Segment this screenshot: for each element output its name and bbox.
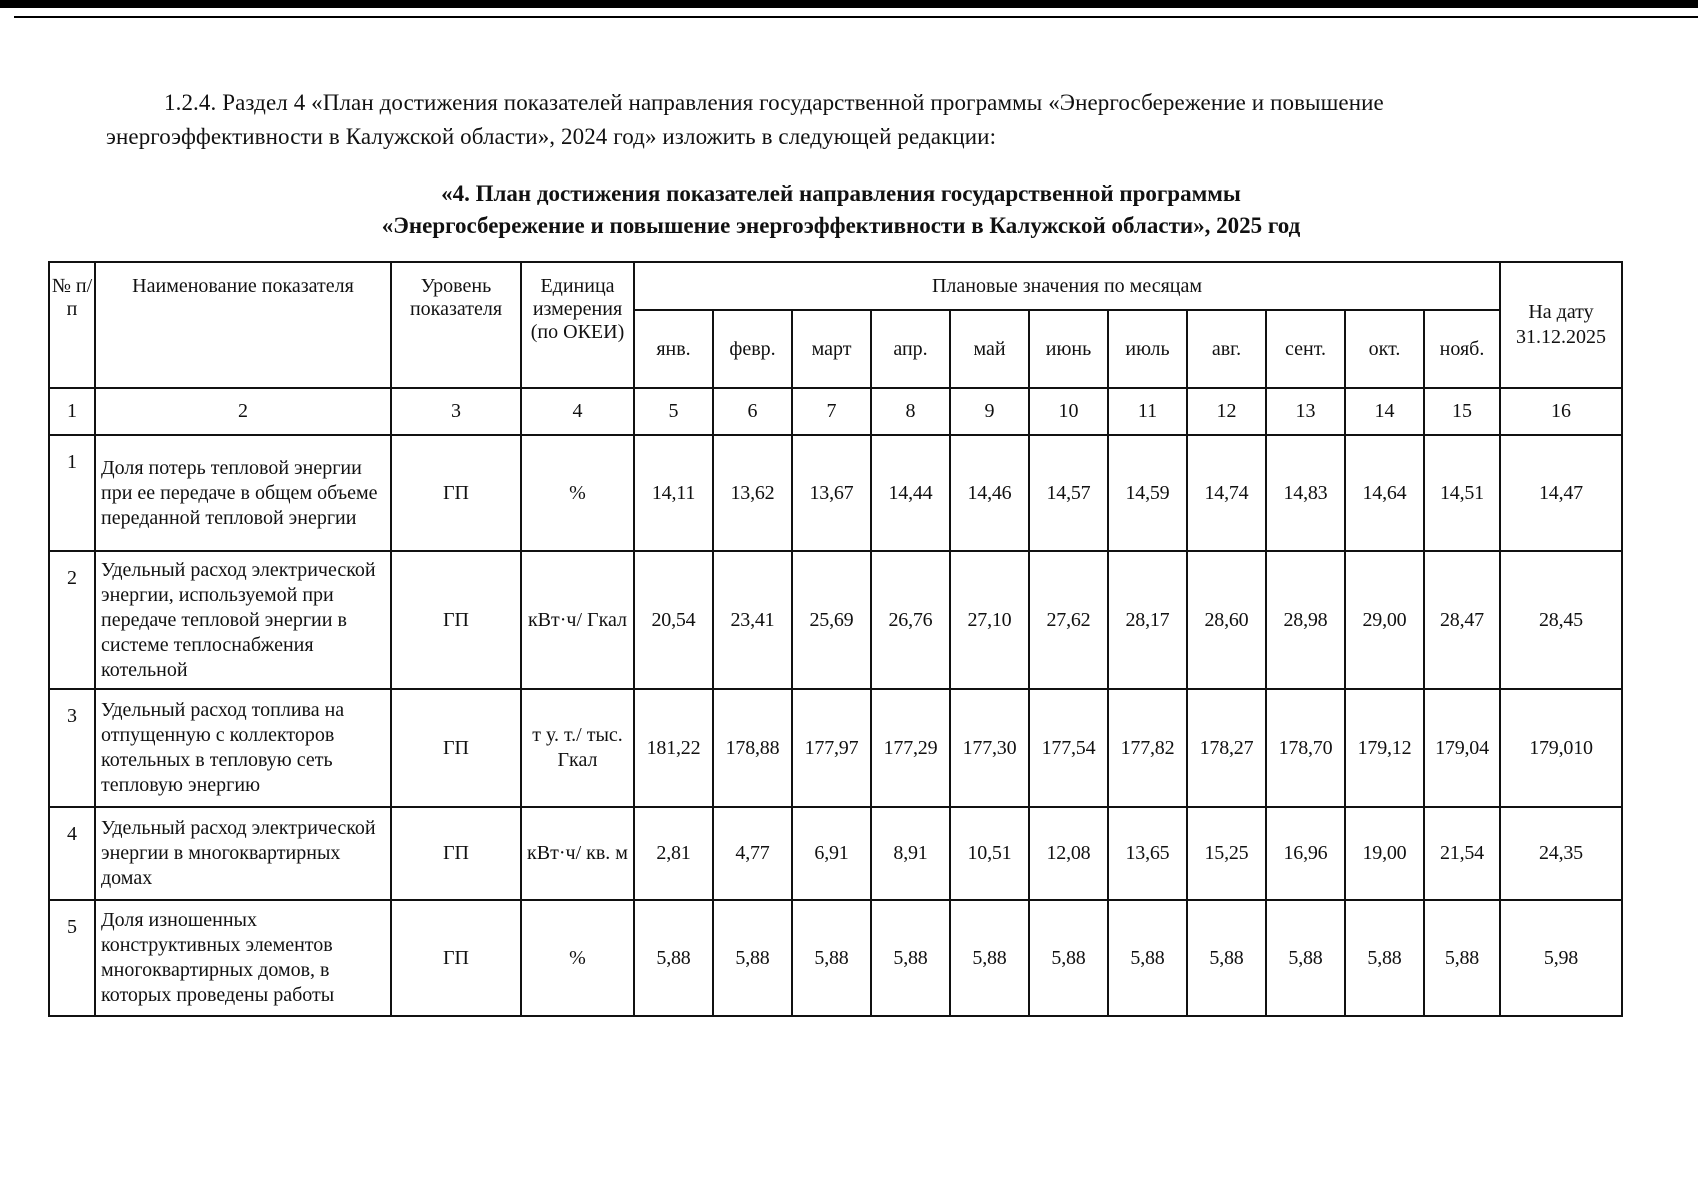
header-month: янв. bbox=[634, 310, 713, 388]
monthly-value: 23,41 bbox=[713, 551, 792, 689]
monthly-value: 14,44 bbox=[871, 435, 950, 551]
monthly-value: 14,59 bbox=[1108, 435, 1187, 551]
table-title-line-1: «4. План достижения показателей направления государственной программы bbox=[441, 181, 1241, 206]
monthly-value: 13,62 bbox=[713, 435, 792, 551]
date-value: 179,010 bbox=[1500, 689, 1622, 807]
monthly-value: 5,88 bbox=[713, 900, 792, 1016]
table-title-line-2: «Энергосбережение и повышение энергоэффективности в Калужской области», 2025 год bbox=[381, 213, 1301, 238]
column-number: 2 bbox=[95, 388, 391, 435]
monthly-value: 8,91 bbox=[871, 807, 950, 900]
monthly-value: 177,30 bbox=[950, 689, 1029, 807]
header-month: апр. bbox=[871, 310, 950, 388]
monthly-value: 5,88 bbox=[1424, 900, 1500, 1016]
monthly-value: 177,54 bbox=[1029, 689, 1108, 807]
row-number: 4 bbox=[49, 807, 95, 900]
monthly-value: 13,65 bbox=[1108, 807, 1187, 900]
column-number: 6 bbox=[713, 388, 792, 435]
intro-text: 1.2.4. Раздел 4 «План достижения показателей направления государственной программы «Энергосбережение и повышение энергоэффективности в Калужской области», 2024 год» изложить в следующей редакции: bbox=[106, 90, 1384, 149]
monthly-value: 14,57 bbox=[1029, 435, 1108, 551]
indicator-name: Доля потерь тепловой энергии при ее передаче в общем объеме переданной тепловой энергии bbox=[95, 435, 391, 551]
column-number: 3 bbox=[391, 388, 521, 435]
date-value: 24,35 bbox=[1500, 807, 1622, 900]
monthly-value: 14,11 bbox=[634, 435, 713, 551]
indicator-unit: т у. т./ тыс. Гкал bbox=[521, 689, 634, 807]
monthly-value: 178,27 bbox=[1187, 689, 1266, 807]
monthly-value: 178,88 bbox=[713, 689, 792, 807]
monthly-value: 181,22 bbox=[634, 689, 713, 807]
monthly-value: 5,88 bbox=[1187, 900, 1266, 1016]
monthly-value: 10,51 bbox=[950, 807, 1029, 900]
indicator-unit: кВт·ч/ Гкал bbox=[521, 551, 634, 689]
indicator-name: Удельный расход топлива на отпущенную с коллекторов котельных в тепловую сеть тепловую энергию bbox=[95, 689, 391, 807]
monthly-value: 5,88 bbox=[792, 900, 871, 1016]
top-border-thin bbox=[14, 16, 1698, 18]
monthly-value: 5,88 bbox=[1029, 900, 1108, 1016]
monthly-value: 26,76 bbox=[871, 551, 950, 689]
header-unit: Единица измерения (по ОКЕИ) bbox=[521, 262, 634, 388]
monthly-value: 5,88 bbox=[634, 900, 713, 1016]
monthly-value: 28,98 bbox=[1266, 551, 1345, 689]
column-number: 16 bbox=[1500, 388, 1622, 435]
header-row-1 bbox=[49, 262, 1622, 310]
header-month: февр. bbox=[713, 310, 792, 388]
monthly-value: 20,54 bbox=[634, 551, 713, 689]
monthly-value: 14,51 bbox=[1424, 435, 1500, 551]
monthly-value: 14,46 bbox=[950, 435, 1029, 551]
monthly-value: 13,67 bbox=[792, 435, 871, 551]
monthly-value: 29,00 bbox=[1345, 551, 1424, 689]
indicator-level: ГП bbox=[391, 551, 521, 689]
monthly-value: 5,88 bbox=[871, 900, 950, 1016]
header-month: сент. bbox=[1266, 310, 1345, 388]
row-number: 2 bbox=[49, 551, 95, 689]
monthly-value: 21,54 bbox=[1424, 807, 1500, 900]
indicator-name: Удельный расход электрической энергии в многоквартирных домах bbox=[95, 807, 391, 900]
row-number: 5 bbox=[49, 900, 95, 1016]
monthly-value: 19,00 bbox=[1345, 807, 1424, 900]
table-row bbox=[49, 689, 1622, 807]
header-month: авг. bbox=[1187, 310, 1266, 388]
top-border-thick bbox=[0, 0, 1698, 8]
header-month: март bbox=[792, 310, 871, 388]
column-number: 10 bbox=[1029, 388, 1108, 435]
header-month: май bbox=[950, 310, 1029, 388]
monthly-value: 27,62 bbox=[1029, 551, 1108, 689]
monthly-value: 12,08 bbox=[1029, 807, 1108, 900]
column-number: 8 bbox=[871, 388, 950, 435]
monthly-value: 177,82 bbox=[1108, 689, 1187, 807]
indicator-level: ГП bbox=[391, 689, 521, 807]
monthly-value: 14,64 bbox=[1345, 435, 1424, 551]
indicator-name: Доля изношенных конструктивных элементов многоквартирных домов, в которых проведены работы bbox=[95, 900, 391, 1016]
monthly-value: 27,10 bbox=[950, 551, 1029, 689]
header-num: № п/п bbox=[49, 262, 95, 388]
header-month: окт. bbox=[1345, 310, 1424, 388]
column-number: 1 bbox=[49, 388, 95, 435]
table-row bbox=[49, 900, 1622, 1016]
column-number: 14 bbox=[1345, 388, 1424, 435]
column-number: 5 bbox=[634, 388, 713, 435]
monthly-value: 5,88 bbox=[1345, 900, 1424, 1016]
intro-paragraph bbox=[106, 86, 1606, 154]
header-name: Наименование показателя bbox=[95, 262, 391, 388]
column-number: 9 bbox=[950, 388, 1029, 435]
indicator-unit: кВт·ч/ кв. м bbox=[521, 807, 634, 900]
monthly-value: 6,91 bbox=[792, 807, 871, 900]
indicator-level: ГП bbox=[391, 435, 521, 551]
header-date: На дату 31.12.2025 bbox=[1500, 262, 1622, 388]
monthly-value: 177,97 bbox=[792, 689, 871, 807]
monthly-value: 5,88 bbox=[1108, 900, 1187, 1016]
monthly-value: 25,69 bbox=[792, 551, 871, 689]
header-month: июнь bbox=[1029, 310, 1108, 388]
indicator-level: ГП bbox=[391, 807, 521, 900]
date-value: 28,45 bbox=[1500, 551, 1622, 689]
monthly-value: 28,60 bbox=[1187, 551, 1266, 689]
monthly-value: 5,88 bbox=[1266, 900, 1345, 1016]
table-row bbox=[49, 807, 1622, 900]
monthly-value: 5,88 bbox=[950, 900, 1029, 1016]
header-month: июль bbox=[1108, 310, 1187, 388]
monthly-value: 4,77 bbox=[713, 807, 792, 900]
indicator-unit: % bbox=[521, 900, 634, 1016]
monthly-value: 28,47 bbox=[1424, 551, 1500, 689]
indicator-plan-table bbox=[48, 261, 1623, 1017]
monthly-value: 179,12 bbox=[1345, 689, 1424, 807]
monthly-value: 178,70 bbox=[1266, 689, 1345, 807]
indicator-name: Удельный расход электрической энергии, используемой при передаче тепловой энергии в системе теплоснабжения котельной bbox=[95, 551, 391, 689]
indicator-level: ГП bbox=[391, 900, 521, 1016]
column-number: 11 bbox=[1108, 388, 1187, 435]
monthly-value: 2,81 bbox=[634, 807, 713, 900]
monthly-value: 15,25 bbox=[1187, 807, 1266, 900]
column-number: 15 bbox=[1424, 388, 1500, 435]
monthly-value: 16,96 bbox=[1266, 807, 1345, 900]
column-number-row bbox=[49, 388, 1622, 435]
table-row bbox=[49, 435, 1622, 551]
indicator-unit: % bbox=[521, 435, 634, 551]
date-value: 5,98 bbox=[1500, 900, 1622, 1016]
column-number: 13 bbox=[1266, 388, 1345, 435]
column-number: 4 bbox=[521, 388, 634, 435]
column-number: 12 bbox=[1187, 388, 1266, 435]
column-number: 7 bbox=[792, 388, 871, 435]
date-value: 14,47 bbox=[1500, 435, 1622, 551]
header-month: нояб. bbox=[1424, 310, 1500, 388]
table-row bbox=[49, 551, 1622, 689]
monthly-value: 14,83 bbox=[1266, 435, 1345, 551]
monthly-value: 14,74 bbox=[1187, 435, 1266, 551]
monthly-value: 177,29 bbox=[871, 689, 950, 807]
header-level: Уровень показателя bbox=[391, 262, 521, 388]
header-monthly: Плановые значения по месяцам bbox=[634, 262, 1500, 310]
row-number: 3 bbox=[49, 689, 95, 807]
row-number: 1 bbox=[49, 435, 95, 551]
monthly-value: 179,04 bbox=[1424, 689, 1500, 807]
monthly-value: 28,17 bbox=[1108, 551, 1187, 689]
table-title bbox=[40, 178, 1642, 242]
